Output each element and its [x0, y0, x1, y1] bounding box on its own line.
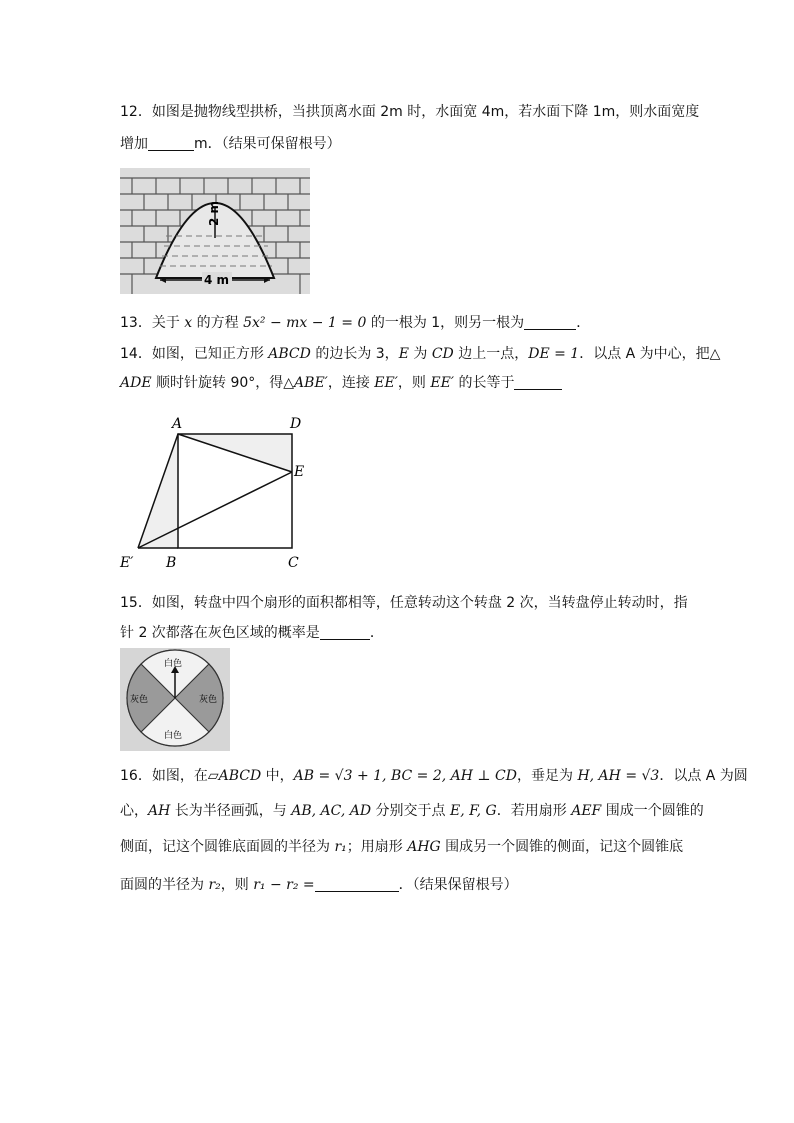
q12-line2: 增加 m．（结果可保留根号） [120, 136, 341, 152]
width-label: 4 m [204, 273, 230, 287]
q14-line1: 14．如图，已知正方形 ABCD 的边长为 3，E 为 CD 边上一点，DE = 1．以点 A 为中心，把△ [120, 346, 721, 362]
arch-bridge-figure [120, 168, 310, 294]
q16-line2: 心，AH 长为半径画弧，与 AB, AC, AD 分别交于点 E, F, G．若用扇形 AEF 围成一个圆锥的 [120, 803, 704, 819]
q15-line2: 针 2 次都落在灰色区域的概率是 ． [120, 625, 384, 641]
label-left: 灰色 [130, 695, 149, 705]
square-rotation-figure [118, 410, 318, 575]
label-e: E [294, 464, 305, 480]
answer-blank-q16[interactable] [315, 877, 399, 892]
answer-blank-q12[interactable] [148, 136, 194, 151]
answer-blank-q15[interactable] [320, 625, 370, 640]
answer-blank-q13[interactable] [524, 315, 576, 330]
q16-line1: 16．如图，在▱ABCD 中，AB = √3 + 1, BC = 2, AH ⊥ CD，垂足为 H, AH = √3．以点 A 为圆 [120, 768, 748, 784]
label-a: A [172, 416, 183, 432]
q14-line2: ADE 顺时针旋转 90°，得△ABE′，连接 EE′，则 EE′ 的长等于 [120, 374, 562, 392]
answer-blank-q14[interactable] [514, 375, 562, 390]
q15-line1: 15．如图，转盘中四个扇形的面积都相等，任意转动这个转盘 2 次，当转盘停止转动时，指 [120, 595, 688, 611]
label-c: C [288, 555, 299, 571]
spinner-figure [120, 648, 230, 751]
q16-line4: 面圆的半径为 r₂，则 r₁ − r₂ = ．（结果保留根号） [120, 877, 518, 893]
height-label: 2 m [207, 200, 221, 226]
q16-line3: 侧面，记这个圆锥底面圆的半径为 r₁；用扇形 AHG 围成另一个圆锥的侧面，记这个圆锥底 [120, 839, 684, 855]
label-top: 白色 [164, 659, 183, 669]
label-e-prime: E′ [120, 555, 134, 571]
label-b: B [166, 555, 177, 571]
q13-line: 13．关于 x 的方程 5x² − mx − 1 = 0 的一根为 1，则另一根为 ． [120, 315, 591, 331]
label-d: D [290, 416, 302, 432]
label-right: 灰色 [199, 695, 218, 705]
label-bottom: 白色 [164, 731, 183, 741]
q12-line1: 12．如图是抛物线型拱桥，当拱顶离水面 2m 时，水面宽 4m，若水面下降 1m，则水面宽度 [120, 104, 700, 120]
